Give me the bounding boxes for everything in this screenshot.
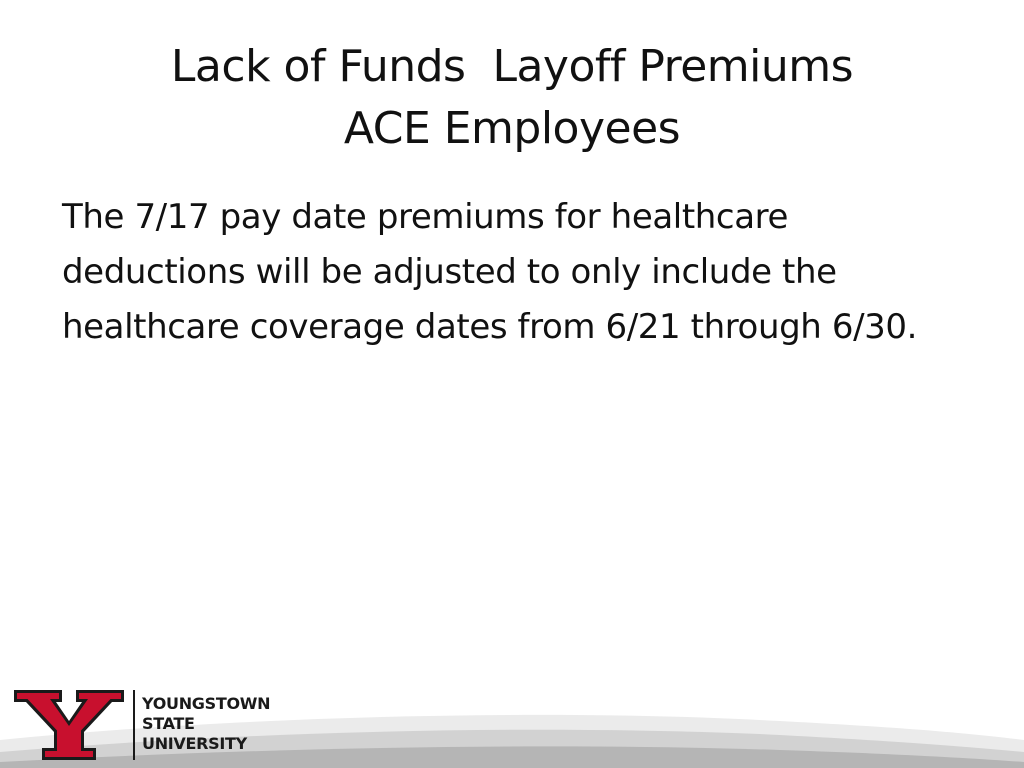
- ysu-y-logo-icon: [12, 688, 126, 762]
- slide-title: [60, 36, 964, 160]
- title-line-2: ACE Employees: [343, 103, 681, 154]
- ysu-logo: [12, 688, 282, 762]
- slide-body-text: The 7/17 pay date premiums for healthcare deductions will be adjusted to only include the healthcare coverage dates from 6/21 through 6/30.: [62, 197, 918, 347]
- logo-wordmark: [142, 694, 270, 754]
- logo-divider: [133, 690, 135, 760]
- logo-line-state: STATE: [142, 714, 195, 733]
- logo-line-youngstown: YOUNGSTOWN: [142, 694, 271, 713]
- logo-line-university: UNIVERSITY: [142, 734, 247, 753]
- title-line-1: Lack of Funds Layoff Premiums: [170, 41, 854, 92]
